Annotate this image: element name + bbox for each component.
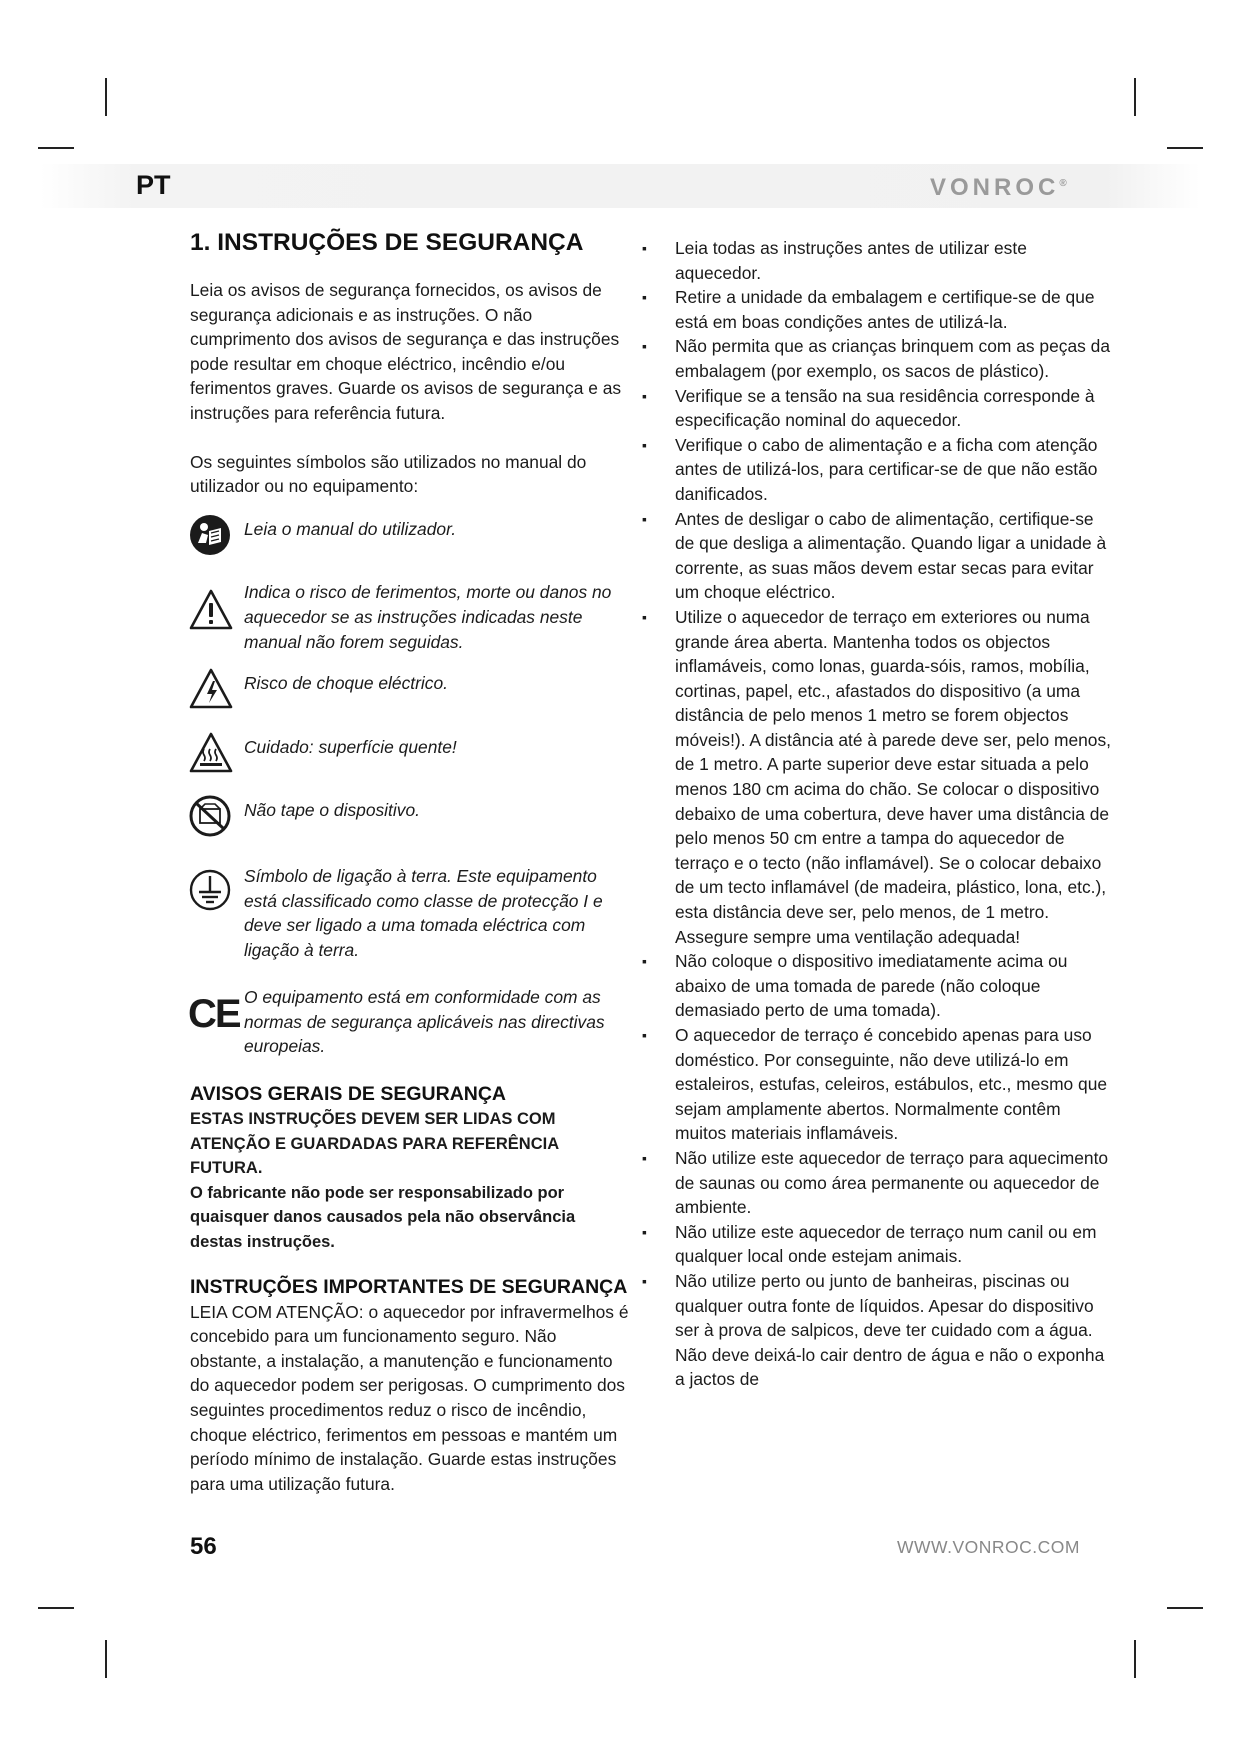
brand-logo bbox=[930, 174, 1067, 202]
list-item bbox=[642, 1023, 1115, 1146]
list-item-text: Utilize o aquecedor de terraço em exteriores ou numa grande área aberta. Mantenha todos os objectos inflamáveis, como lonas, guarda-sóis, ramos, mobília, cortinas, papel, etc., afastados do dispositivo (a uma distância de pelo menos 1 metro se forem objectos móveis!). A distância até à parede deve ser, pelo menos, de 1 metro. A parte superior deve estar situada a pelo menos 180 cm acima do chão. Se colocar o dispositivo debaixo de uma cobertura, deve haver uma distância de pelo menos 50 cm entre a tampa do aquecedor de terraço e o tecto (não inflamável). Se o colocar debaixo de um tecto inflamável (de madeira, plástico, lona, etc.), esta distância deve ser, pelo menos, de 1 metro. Assegure sempre uma ventilação adequada! bbox=[675, 606, 1111, 947]
list-item bbox=[642, 507, 1115, 605]
bullet-icon: ▪ bbox=[642, 1027, 647, 1043]
list-item-text: Não utilize este aquecedor de terraço para aquecimento de saunas ou como área permanente ou aquecedor de ambiente. bbox=[675, 1147, 1109, 1218]
website-url: WWW.VONROC.COM bbox=[897, 1537, 1080, 1557]
list-item-text: Verifique o cabo de alimentação e a ficha com atenção antes de utilizá-los, para certificar-se de que não estão danificados. bbox=[675, 434, 1098, 504]
symbol-row bbox=[190, 798, 630, 847]
earth-ground-icon bbox=[188, 860, 238, 921]
symbol-text: Leia o manual do utilizador. bbox=[244, 518, 457, 539]
bullet-icon: ▪ bbox=[642, 510, 647, 527]
bullet-icon: ▪ bbox=[642, 387, 647, 404]
symbols-intro: Os seguintes símbolos são utilizados no manual do utilizador ou no equipamento: bbox=[190, 451, 587, 497]
list-item-text: Verifique se a tensão na sua residência corresponde à especificação nominal do aquecedor. bbox=[675, 385, 1095, 431]
ce-mark-icon: CE bbox=[188, 992, 240, 1037]
symbol-text: O equipamento está em conformidade com as normas de segurança aplicáveis nas directivas europeias. bbox=[244, 987, 605, 1057]
list-item-text: O aquecedor de terraço é concebido apenas para uso doméstico. Por conseguinte, não deve utilizá-lo em estaleiros, estufas, celeiros, estábulos, etc., mesmo que sejam amplamente abertos. Normalmente contêm muitos materiais inflamáveis. bbox=[675, 1025, 1108, 1144]
bullet-icon: ▪ bbox=[642, 436, 647, 453]
read-manual-icon bbox=[188, 513, 238, 564]
bullet-icon: ▪ bbox=[642, 608, 647, 625]
do-not-cover-icon bbox=[188, 794, 238, 847]
page-number: 56 bbox=[190, 1533, 217, 1560]
list-item-text: Antes de desligar o cabo de alimentação, certifique-se de que desliga a alimentação. Quando ligar a unidade à corrente, as suas mãos devem estar secas para evitar um choque eléctrico. bbox=[675, 508, 1107, 603]
symbol-text: Cuidado: superfície quente! bbox=[244, 736, 457, 757]
electric-shock-icon bbox=[188, 667, 238, 718]
list-item-text: Não coloque o dispositivo imediatamente acima ou abaixo de uma tomada de parede (não coloque demasiado perto de uma tomada). bbox=[675, 951, 1068, 1021]
bullet-icon: ▪ bbox=[642, 1223, 647, 1240]
crop-mark bbox=[105, 78, 107, 116]
section-title: 1. INSTRUÇÕES DE SEGURANÇA bbox=[190, 229, 584, 256]
intro-paragraph: Leia os avisos de segurança fornecidos, os avisos de segurança adicionais e as instruções. O não cumprimento dos avisos de segurança e das instruções pode resultar em choque eléctrico, incêndio e/ou ferimentos graves. Guarde os avisos de segurança e as instruções para referência futura. bbox=[190, 280, 622, 423]
list-item-text: Retire a unidade da embalagem e certifique-se de que está em boas condições antes de utilizá-la. bbox=[675, 287, 1095, 332]
warning-triangle-icon bbox=[188, 576, 238, 639]
general-safety-note: O fabricante não pode ser responsabilizado por quaisquer danos causados pela não observância destas instruções. bbox=[190, 1183, 576, 1252]
bullet-icon: ▪ bbox=[642, 953, 647, 970]
list-item bbox=[642, 1220, 1115, 1269]
symbol-text: Indica o risco de ferimentos, morte ou danos no aquecedor se as instruções indicadas neste manual não forem seguidas. bbox=[244, 582, 612, 652]
list-item bbox=[642, 433, 1115, 507]
list-item bbox=[642, 949, 1115, 1023]
language-code: PT bbox=[136, 170, 171, 200]
crop-mark bbox=[1167, 147, 1203, 149]
important-safety-heading: INSTRUÇÕES IMPORTANTES DE SEGURANÇA bbox=[190, 1275, 628, 1298]
brand-name: VONROC bbox=[930, 174, 1060, 201]
list-item-text: Não permita que as crianças brinquem com as peças da embalagem (por exemplo, os sacos de plástico). bbox=[675, 336, 1110, 381]
list-item bbox=[642, 1269, 1115, 1392]
symbol-row bbox=[190, 735, 630, 782]
general-safety-caps: ESTAS INSTRUÇÕES DEVEM SER LIDAS COM ATENÇÃO E GUARDADAS PARA REFERÊNCIA FUTURA. bbox=[190, 1110, 559, 1178]
crop-mark bbox=[1167, 1607, 1203, 1609]
bullet-icon: ▪ bbox=[642, 1149, 647, 1166]
list-item bbox=[642, 605, 1115, 949]
list-item-text: Não utilize perto ou junto de banheiras, piscinas ou qualquer outra fonte de líquidos. Apesar do dispositivo ser à prova de salpicos, deve ter cuidado com a água. Não deve deixá-lo cair dentro de água e não o exponha a jactos de bbox=[675, 1270, 1105, 1390]
list-item-text: Leia todas as instruções antes de utilizar este aquecedor. bbox=[675, 238, 1027, 283]
left-column bbox=[190, 228, 630, 1496]
symbol-row bbox=[190, 864, 630, 962]
crop-mark bbox=[38, 1607, 74, 1609]
trademark: ® bbox=[1059, 178, 1067, 189]
symbol-row bbox=[190, 985, 630, 1059]
crop-mark bbox=[1134, 78, 1136, 116]
crop-mark bbox=[105, 1640, 107, 1678]
right-column bbox=[642, 236, 1115, 1392]
crop-mark bbox=[38, 147, 74, 149]
symbol-text: Não tape o dispositivo. bbox=[244, 800, 420, 821]
crop-mark bbox=[1134, 1640, 1136, 1678]
list-item-text: Não utilize este aquecedor de terraço num canil ou em qualquer local onde estejam animais. bbox=[675, 1221, 1097, 1267]
general-safety-heading: AVISOS GERAIS DE SEGURANÇA bbox=[190, 1083, 507, 1106]
list-item bbox=[642, 334, 1115, 383]
bullet-icon: ▪ bbox=[642, 240, 647, 256]
list-item bbox=[642, 1146, 1115, 1220]
symbol-text: Símbolo de ligação à terra. Este equipamento está classificado como classe de protecção I e deve ser ligado a uma tomada eléctrica com ligação à terra. bbox=[244, 865, 603, 960]
bullet-icon: ▪ bbox=[642, 338, 647, 355]
list-item bbox=[642, 384, 1115, 433]
symbol-row bbox=[190, 671, 630, 718]
hot-surface-icon bbox=[188, 731, 238, 782]
important-safety-text: LEIA COM ATENÇÃO: o aquecedor por infravermelhos é concebido para um funcionamento seguro. Não obstante, a instalação, a manutenção e funcionamento do aquecedor podem ser perigosas. O cumprimento dos seguintes procedimentos reduz o risco de incêndio, choque eléctrico, ferimentos em pessoas e mantém um período mínimo de instalação. Guarde estas instruções para uma utilização futura. bbox=[190, 1301, 629, 1494]
list-item bbox=[642, 285, 1115, 334]
symbol-row bbox=[190, 517, 630, 564]
symbol-text: Risco de choque eléctrico. bbox=[244, 673, 448, 694]
bullet-icon: ▪ bbox=[642, 289, 647, 306]
symbol-row bbox=[190, 580, 630, 654]
list-item bbox=[642, 236, 1115, 285]
bullet-icon: ▪ bbox=[642, 1272, 647, 1289]
